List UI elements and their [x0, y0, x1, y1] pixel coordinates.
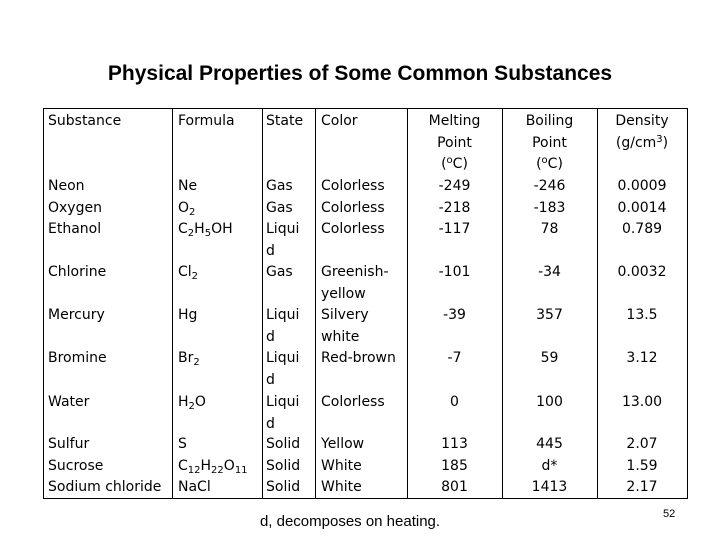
density-cell: 13.00: [621, 394, 663, 410]
color-cell: Yellow White White: [321, 436, 365, 495]
melting-cell: -101: [438, 264, 471, 280]
table-row: Bromine: [48, 350, 107, 366]
table-row: Neon Oxygen Ethanol: [48, 178, 102, 237]
melting-cell: 0: [450, 394, 459, 410]
formula-cell: Ne $O_2$ $C_2H_5OH$: [178, 178, 233, 239]
header-density: Density $(g/cm^3)$: [615, 113, 669, 151]
boiling-cell: 100: [536, 394, 563, 410]
color-cell: Greenish- yellow: [321, 264, 389, 302]
header-boiling: Boiling Point ($^o$C): [525, 113, 574, 172]
color-cell: Colorless: [321, 394, 385, 410]
page-title: Physical Properties of Some Common Substances: [107, 62, 613, 85]
formula-cell: $H_2O$: [178, 394, 206, 412]
header-color: Color: [321, 113, 358, 129]
state-cell: Liqui d: [266, 350, 300, 388]
state-cell: Solid Solid Solid: [266, 436, 301, 495]
header-formula: Formula: [178, 113, 235, 129]
density-cell: 2.07 1.59 2.17: [626, 436, 658, 495]
formula-cell: S $C_{12}H_{22}O_{11}$ NaCl: [178, 436, 248, 495]
formula-cell: Hg: [178, 307, 198, 323]
density-cell: 0.0032: [617, 264, 667, 280]
formula-cell: $Br_2$: [178, 350, 200, 368]
header-melting: Melting Point ($^o$C): [428, 113, 481, 172]
header-state: State: [266, 113, 304, 129]
boiling-cell: 59: [540, 350, 559, 366]
melting-cell: -249 -218 -117: [438, 178, 471, 237]
table-row: Chlorine: [48, 264, 107, 280]
density-cell: 13.5: [626, 307, 658, 323]
formula-cell: $Cl_2$: [178, 264, 199, 282]
header-substance: Substance: [48, 113, 122, 129]
slide-number: 52: [663, 508, 676, 520]
color-cell: Silvery white: [321, 307, 369, 345]
melting-cell: 113 185 801: [441, 436, 468, 495]
state-cell: Gas: [266, 264, 293, 280]
properties-table: [43, 108, 688, 499]
boiling-cell: 445 d* 1413: [531, 436, 568, 495]
density-cell: 0.0009 0.0014 0.789: [617, 178, 667, 237]
boiling-cell: 357: [536, 307, 563, 323]
state-cell: Gas Gas Liqui d: [266, 178, 300, 259]
state-cell: Liqui d: [266, 307, 300, 345]
state-cell: Liqui d: [266, 394, 300, 432]
melting-cell: -39: [443, 307, 466, 323]
table-row: Mercury: [48, 307, 105, 323]
footnote: d, decomposes on heating.: [259, 513, 441, 530]
color-cell: Red-brown: [321, 350, 396, 366]
color-cell: Colorless Colorless Colorless: [321, 178, 385, 237]
melting-cell: -7: [447, 350, 462, 366]
column-divider: [262, 109, 263, 498]
table-row: Water: [48, 394, 90, 410]
table-row: Sulfur Sucrose Sodium chloride: [48, 436, 162, 495]
boiling-cell: -34: [538, 264, 561, 280]
density-cell: 3.12: [626, 350, 658, 366]
column-divider: [172, 109, 173, 498]
column-divider: [315, 109, 316, 498]
boiling-cell: -246 -183 78: [533, 178, 566, 237]
